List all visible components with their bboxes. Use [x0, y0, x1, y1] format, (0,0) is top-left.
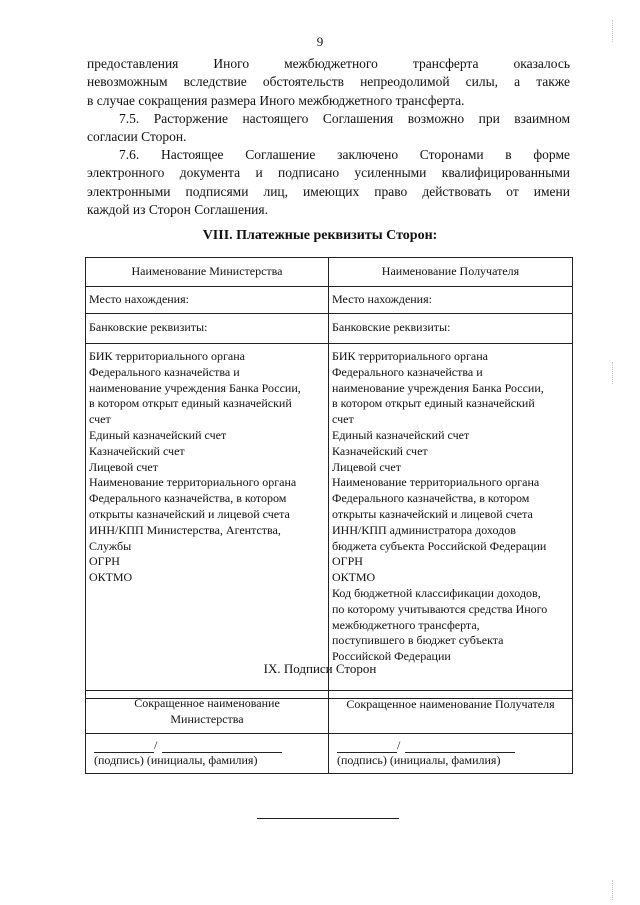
detail-line: ОГРН [332, 554, 363, 569]
text-line: согласии Сторон. [87, 129, 187, 145]
ministry-location: Место нахождения: [86, 287, 329, 314]
detail-line: Единый казначейский счет [332, 427, 470, 442]
detail-line: Единый казначейский счет [89, 427, 227, 442]
end-of-document-rule [257, 818, 399, 819]
detail-line: Код бюджетной классификации доходов, [332, 585, 541, 600]
detail-line: бюджета субъекта Российской Федерации [332, 538, 547, 553]
detail-line: ОГРН [89, 554, 120, 569]
paragraph-7-6 [87, 146, 570, 220]
detail-line: счет [332, 412, 354, 427]
paragraph-continuation [87, 55, 570, 110]
text-line: предоставления Иного межбюджетного трансферта оказалось [87, 56, 570, 71]
detail-line: Федерального казначейства, в котором [89, 491, 287, 506]
signature-caption: (подпись) (инициалы, фамилия) [337, 753, 501, 767]
recipient-bank-details-label: Банковские реквизиты: [329, 314, 573, 344]
header-line: Министерства [170, 711, 244, 726]
detail-line: ИНН/КПП администратора доходов [332, 522, 516, 537]
text-line: каждой из Сторон Соглашения. [87, 202, 268, 218]
section-9-heading: IX. Подписи Сторон [263, 661, 377, 676]
detail-line: в котором открыт единый казначейский [332, 396, 535, 411]
detail-line: Службы [89, 538, 132, 553]
detail-line: ОКТМО [89, 570, 133, 585]
detail-line: Лицевой счет [332, 459, 402, 474]
payment-details-table [85, 257, 573, 699]
detail-line: Федерального казначейства и [89, 364, 240, 379]
detail-line: межбюджетного трансферта, [332, 617, 480, 632]
detail-line: Наименование территориального органа [89, 475, 297, 490]
text-line: электронными подписями лиц, имеющих право действовать от имени [87, 183, 570, 199]
text-line: 7.6. Настоящее Соглашение заключено Сторонами в форме [119, 147, 570, 162]
detail-line: наименование учреждения Банка России, [89, 380, 301, 395]
signature-line [94, 740, 325, 753]
detail-line: Федерального казначейства и [332, 364, 483, 379]
detail-line: в котором открыт единый казначейский [89, 396, 292, 411]
text-line: невозможным вследствие обстоятельств непреодолимой силы, а также [87, 74, 570, 90]
margin-mark [612, 20, 613, 42]
signature-slash: / [397, 738, 401, 752]
detail-line: наименование учреждения Банка России, [332, 380, 544, 395]
recipient-details-cell [329, 344, 573, 699]
signatures-table [85, 690, 573, 774]
detail-line: Российской Федерации [332, 649, 451, 664]
signature-line [337, 740, 569, 753]
text-line: электронного документа и подписано усиленными квалифицированными [87, 165, 570, 181]
signature-slash: / [154, 738, 158, 752]
detail-line: Лицевой счет [89, 459, 159, 474]
margin-mark [612, 362, 613, 384]
detail-line: открыты казначейский и лицевой счета [332, 506, 533, 521]
recipient-name-header: Наименование Получателя [329, 258, 573, 287]
signature-caption: (подпись) (инициалы, фамилия) [94, 753, 258, 767]
detail-line: по которому учитываются средства Иного [332, 601, 548, 616]
signature-rule [94, 752, 154, 753]
name-rule [405, 752, 515, 753]
detail-line: БИК территориального органа [89, 349, 245, 363]
detail-line: Казначейский счет [89, 443, 185, 458]
margin-mark [612, 880, 613, 900]
recipient-signature-cell [329, 734, 573, 774]
detail-line: поступившего в бюджет субъекта [332, 633, 504, 648]
recipient-location: Место нахождения: [329, 287, 573, 314]
recipient-short-name-header: Сокращенное наименование Получателя [329, 691, 573, 734]
detail-line: ОКТМО [332, 570, 376, 585]
page-number: 9 [316, 34, 324, 49]
header-line: Сокращенное наименование [134, 695, 280, 710]
ministry-details-cell [86, 344, 329, 699]
text-line: в случае сокращения размера Иного межбюджетного трансферта. [87, 92, 465, 108]
section-8-heading: VIII. Платежные реквизиты Сторон: [202, 228, 438, 243]
ministry-name-header: Наименование Министерства [86, 258, 329, 287]
detail-line: Наименование территориального органа [332, 475, 540, 490]
ministry-signature-cell [86, 734, 329, 774]
detail-line: Федерального казначейства, в котором [332, 491, 530, 506]
text-line: 7.5. Расторжение настоящего Соглашения возможно при взаимном [119, 111, 570, 126]
detail-line: Казначейский счет [332, 443, 428, 458]
signature-rule [337, 752, 397, 753]
detail-line: ИНН/КПП Министерства, Агентства, [89, 522, 281, 537]
ministry-short-name-header [86, 691, 329, 734]
name-rule [162, 752, 282, 753]
ministry-bank-details-label: Банковские реквизиты: [86, 314, 329, 344]
detail-line: БИК территориального органа [332, 349, 488, 363]
detail-line: счет [89, 412, 111, 427]
detail-line: открыты казначейский и лицевой счета [89, 506, 290, 521]
paragraph-7-5 [87, 110, 570, 147]
